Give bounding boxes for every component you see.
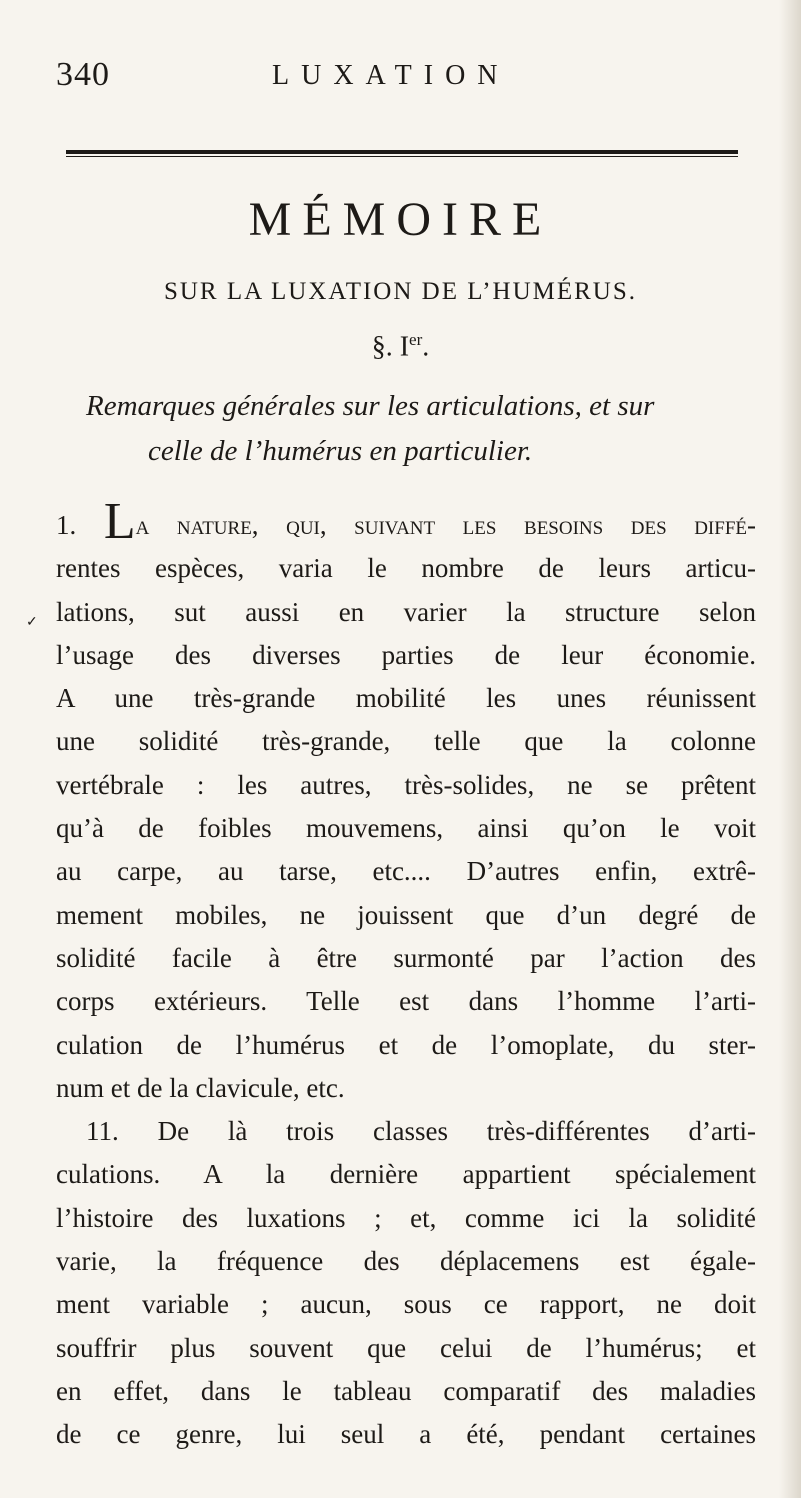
paragraph-2-line: 11. De là trois classes très-différentes d’arti- (86, 1116, 756, 1147)
paragraph-1-line: rentes espèces, varia le nombre de leurs articu- (56, 553, 756, 584)
paragraph-1-line: mement mobiles, ne jouissent que d’un degré de (56, 899, 756, 930)
paragraph-2-line: culations. A la dernière appartient spécialement (56, 1159, 756, 1190)
paragraph-2-line: en effet, dans le tableau comparatif des maladies (56, 1375, 756, 1406)
section-mark-label: §. I (371, 331, 410, 363)
paragraph-1-line: vertébrale : les autres, très-solides, ne se prêtent (56, 769, 756, 800)
paragraph-1-line-last: num et de la clavicule, etc. (56, 1072, 345, 1103)
paragraph-1-first-rest: a nature, qui, suivant les besoins des diffé- (135, 510, 756, 540)
paragraph-1-line-1 (56, 493, 756, 550)
paragraph-1-line: qu’à de foibles mouvemens, ainsi qu’on le voit (56, 813, 756, 844)
paragraph-2-line: de ce genre, lui seul a été, pendant certaines (56, 1419, 756, 1450)
header-rule-thick (66, 150, 738, 154)
section-heading-line-1: Remarques générales sur les articulations, et sur (86, 390, 655, 422)
section-heading-line-2: celle de l’humérus en particulier. (148, 435, 533, 467)
paragraph-1-number: 1. (56, 510, 77, 540)
section-heading (86, 384, 746, 474)
paragraph-1-line: solidité facile à être surmonté par l’action des (56, 942, 756, 973)
running-title: LUXATION (272, 60, 510, 91)
sub-title: SUR LA LUXATION DE L’HUMÉRUS. (163, 278, 638, 305)
paragraph-1-line: lations, sut aussi en varier la structure selon (56, 596, 756, 627)
header-rule-thin (66, 156, 738, 157)
paragraph-1-line: corps extérieurs. Telle est dans l’homme l’arti- (56, 986, 756, 1017)
paragraph-2-line: varie, la fréquence des déplacemens est égale- (56, 1246, 756, 1277)
page-number: 340 (56, 56, 110, 93)
body-text (56, 493, 756, 1457)
main-title: MÉMOIRE (248, 193, 553, 246)
paragraph-2-line: ment variable ; aucun, sous ce rapport, ne doit (56, 1289, 756, 1320)
paragraph-1-line: au carpe, au tarse, etc.... D’autres enfin, extrê- (56, 856, 756, 887)
paragraph-1-line: culation de l’humérus et de l’omoplate, du ster- (56, 1029, 756, 1060)
paragraph-2-line: l’histoire des luxations ; et, comme ici la solidité (56, 1202, 756, 1233)
paragraph-1-line: une solidité très-grande, telle que la colonne (56, 726, 756, 757)
paragraph-1-line: A une très-grande mobilité les unes réunissent (56, 683, 756, 714)
paragraph-2-line: souffrir plus souvent que celui de l’humérus; et (56, 1332, 756, 1363)
margin-mark: ✓ (26, 614, 38, 630)
section-mark (0, 320, 801, 367)
paragraph-1-dropcap: L (103, 493, 136, 550)
running-head (0, 56, 801, 96)
section-mark-end: . (422, 331, 430, 363)
paragraph-1-line: l’usage des diverses parties de leur économie. (56, 639, 756, 670)
section-mark-sup: er (409, 330, 423, 349)
